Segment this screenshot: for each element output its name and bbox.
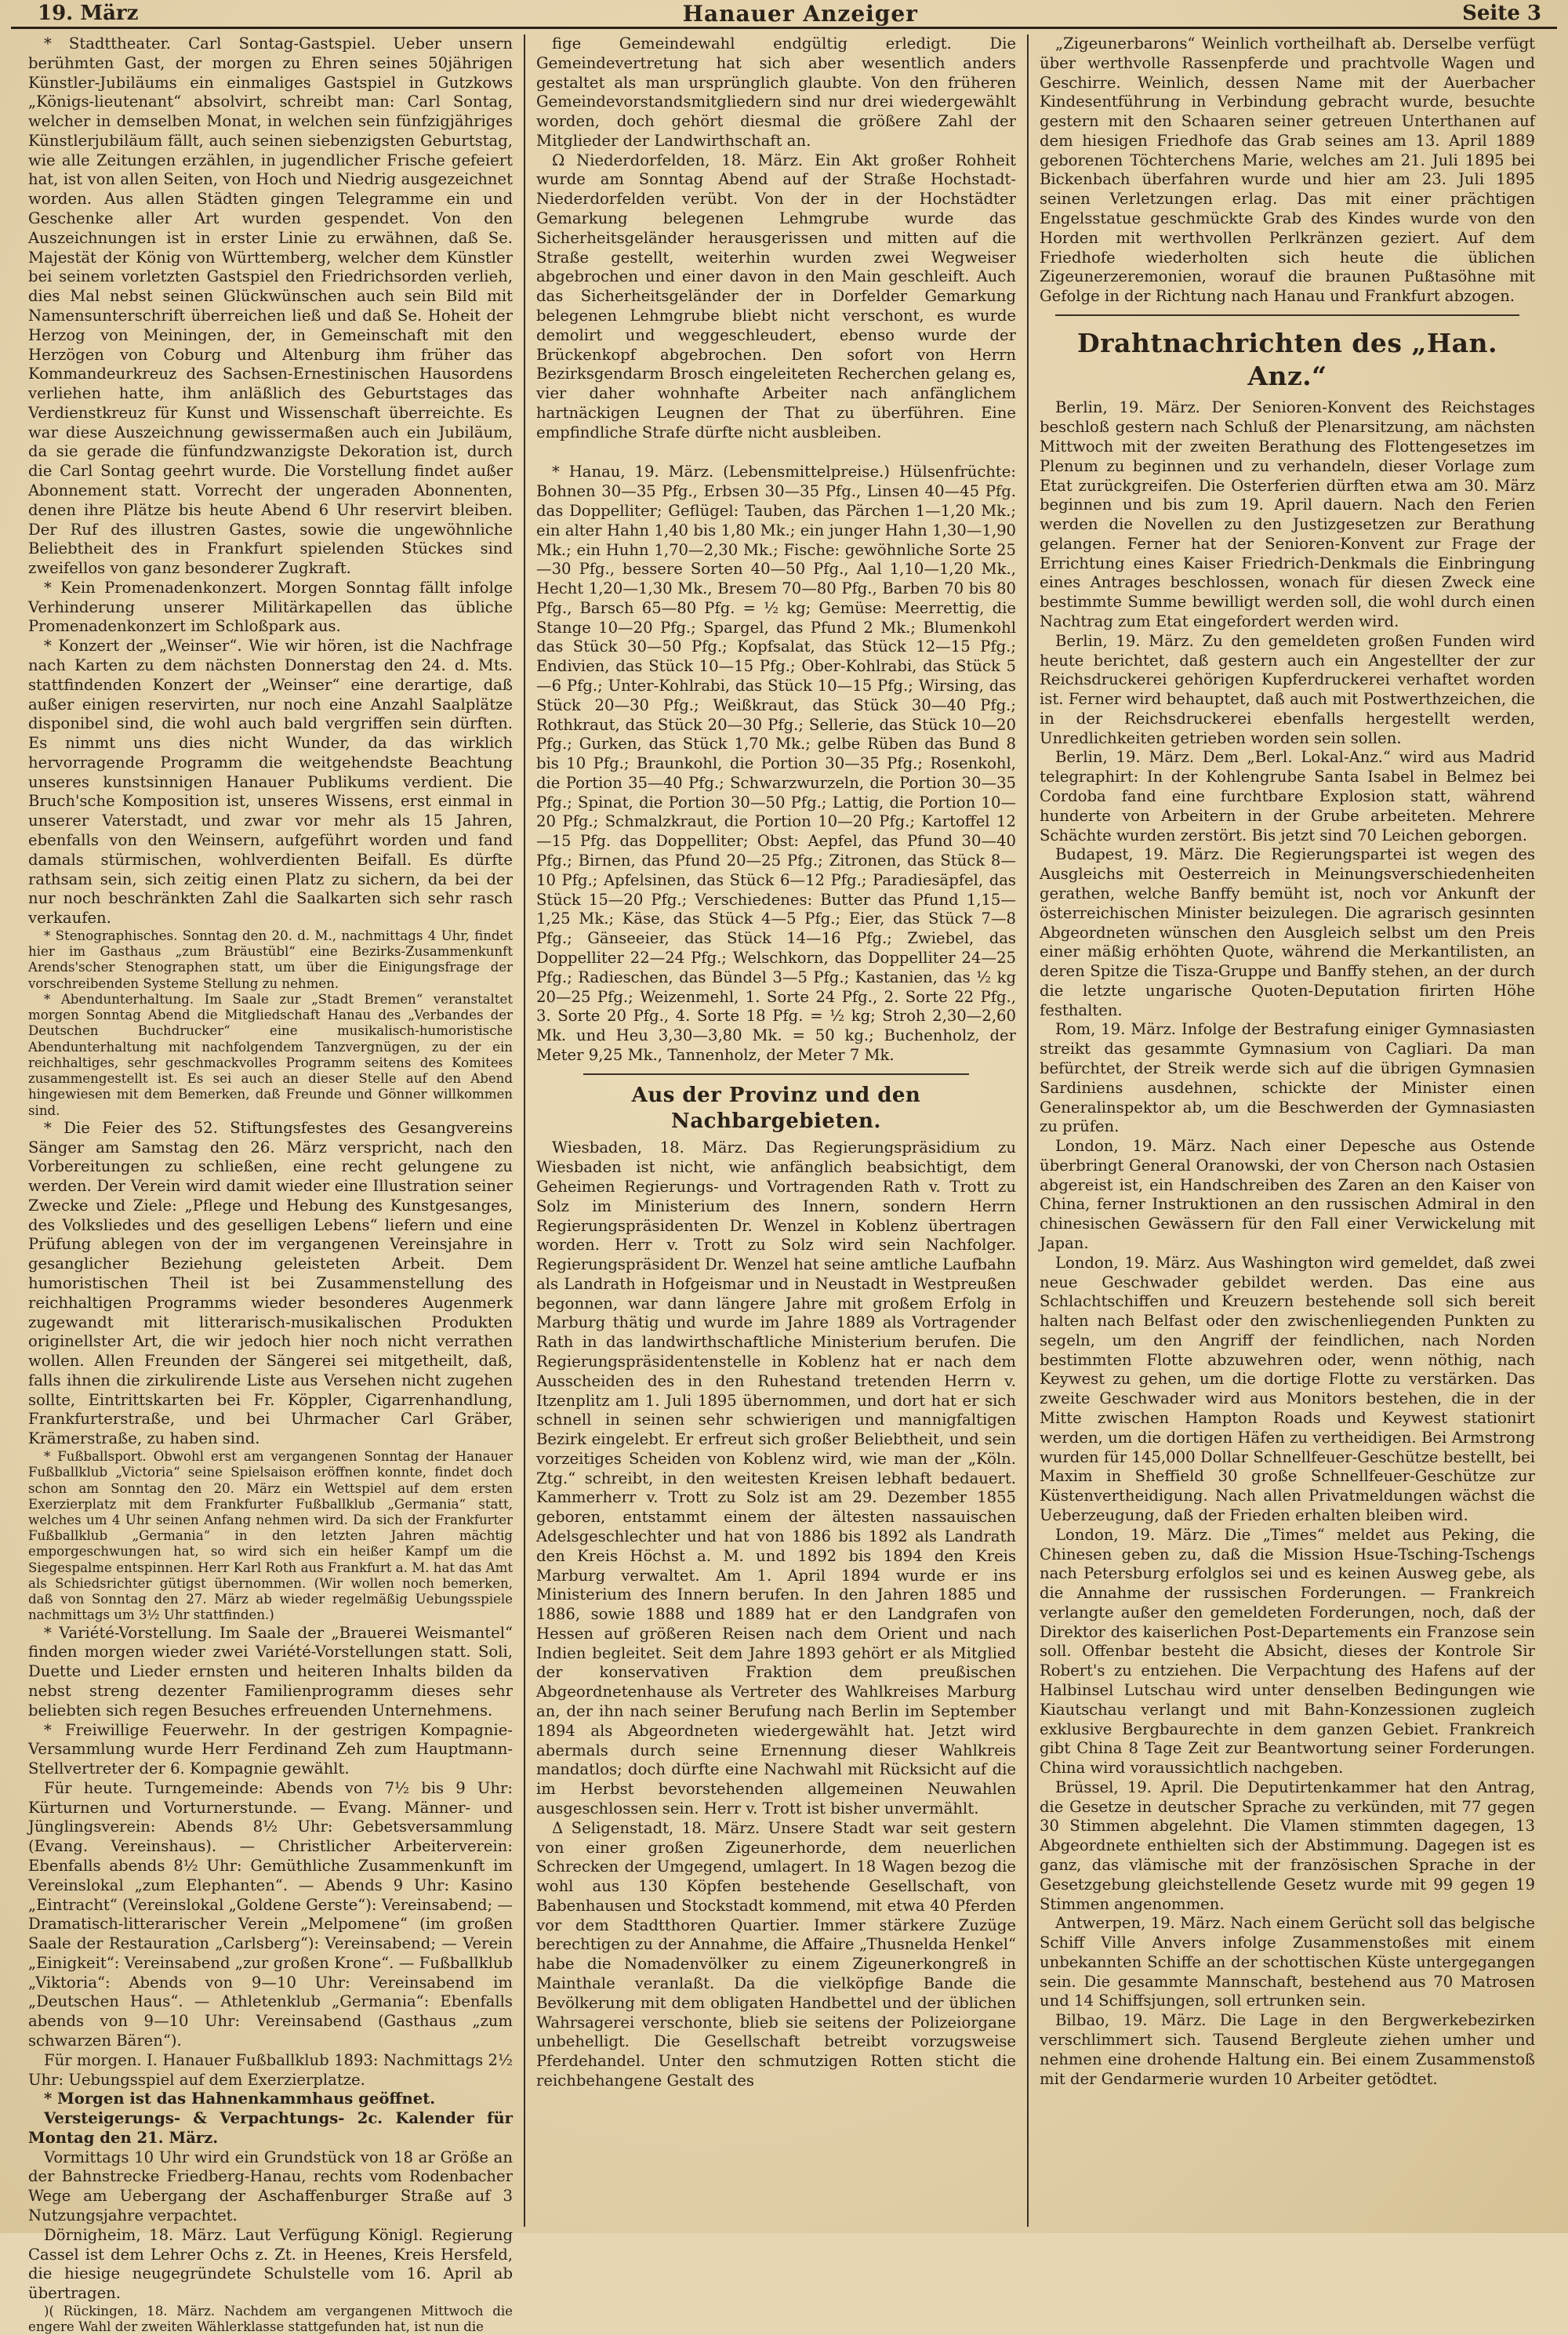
article-konzert-weinser: * Konzert der „Weinser“. Wie wir hören, ist die Nachfrage nach Karten zu dem nächsten Donnerstag den 24. d. Mts. stattfindenden Konzert der „Weinser“ eine derartige, daß außer einigen reservirten, nur noch eine Anzahl Saalplätze disponibel sind, die wohl auch bald vergriffen sein dürften. Es nimmt uns dies nicht Wunder, da das wirklich hervorragende Programm die weitgehendste Beachtung unseres kunstsinnigen Hanauer Publikums verdient. Die Bruch'sche Komposition ist, unseres Wissens, erst einmal in unserer Vaterstadt, und zwar vor mehr als 15 Jahren, ebenfalls von den Weinsern, aufgeführt worden und fand damals stürmischen, wohlverdienten Beifall. Es dürfte rathsam sein, sich zeitig einen Platz zu sichern, da bei der nur noch beschränkten Zahl die Saalkarten sich sehr rasch verkaufen. [28,637,513,928]
article-fuer-heute: Für heute. Turngemeinde: Abends von 7½ bis 9 Uhr: Kürturnen und Vorturnerstunde. — Evang. Männer- und Jünglingsverein: Abends 8½ Uhr: Gebetsversammlung (Evang. Vereinshaus). — Christlicher Arbeiterverein: Ebenfalls abends 8½ Uhr: Gemüthliche Zusammenkunft im Vereinslokal „zum Elephanten“. — Abends 9 Uhr: Kasino „Eintracht“ (Vereinslokal „Goldene Gerste“): Vereinsabend; — Dramatisch-litterarischer Verein „Melpomene“ (im großen Saale der Restauration „Carlsberg“): Vereinsabend; — Verein „Einigkeit“: Vereinsabend „zur großen Krone“. — Fußballklub „Viktoria“: Abends von 9—10 Uhr: Vereinsabend im „Deutschen Haus“. — Athletenklub „Germania“: Ebenfalls abends von 9—10 Uhr: Vereinsabend (Gasthaus „zum schwarzen Bären“). [28,1778,513,2050]
page-number: Seite 3 [1462,2,1541,25]
columns [0,34,1568,2335]
article-lebensmittelpreise: * Hanau, 19. März. (Lebensmittelpreise.) Hülsenfrüchte: Bohnen 30—35 Pfg., Erbsen 30—35 Pfg., Linsen 40—45 Pfg. das Doppelliter; Geflügel: Tauben, das Pärchen 1—1,20 Mk.; ein alter Hahn 1,40 bis 1,80 Mk.; ein junger Hahn 1,30—1,90 Mk.; ein Huhn 1,70—2,30 Mk.; Fische: gewöhnliche Sorte 25—30 Pfg., bessere Sorten 40—50 Pfg., Aal 1,10—1,20 Mk., Hecht 1,20—1,30 Mk., Bresem 70—80 Pfg., Barben 70 bis 80 Pfg., Barsch 65—80 Pfg. = ½ kg; Gemüse: Meerrettig, die Stange 10—20 Pfg.; Spargel, das Pfund 2 Mk.; Blumenkohl das Stück 30—50 Pfg.; Kopfsalat, das Stück 12—15 Pfg.; Endivien, das Stück 10—15 Pfg.; Ober-Kohlrabi, das Stück 5—6 Pfg.; Unter-Kohlrabi, das Stück 10—15 Pfg.; Wirsing, das Stück 20—30 Pfg.; Weißkraut, das Stück 30—40 Pfg.; Rothkraut, das Stück 20—30 Pfg.; Sellerie, das Stück 10—20 Pfg.; Gurken, das Stück 1,70 Mk.; gelbe Rüben das Bund 8 bis 10 Pfg.; Braunkohl, die Portion 30—35 Pfg.; Rosenkohl, die Portion 35—40 Pfg.; Schwarzwurzeln, die Portion 30—35 Pfg.; Spinat, die Portion 30—50 Pfg.; Lattig, die Portion 10—20 Pfg.; Schmalzkraut, die Portion 10—20 Pfg.; Kartoffel 12—15 Pfg. das Doppelliter; Obst: Aepfel, das Pfund 30—40 Pfg.; Birnen, das Pfund 20—25 Pfg.; Zitronen, das Stück 8—10 Pfg.; Apfelsinen, das Stück 6—12 Pfg.; Paradiesäpfel, das Stück 15—20 Pfg.; Verschiedenes: Butter das Pfund 1,15—1,25 Mk.; Käse, das Stück 4—5 Pfg.; Eier, das Stück 7—8 Pfg.; Gänseeier, das Stück 14—16 Pfg.; Zwiebel, das Doppelliter 22—24 Pfg.; Welschkorn, das Doppelliter 24—25 Pfg.; Radieschen, das Bündel 3—5 Pfg.; Kastanien, das ½ kg 20—25 Pfg.; Weizenmehl, 1. Sorte 24 Pfg., 2. Sorte 22 Pfg., 3. Sorte 20 Pfg., 4. Sorte 18 Pfg. = ½ kg; Stroh 2,30—2,60 Mk. und Heu 3,30—3,80 Mk. = 50 kg.; Buchenholz, der Meter 9,25 Mk., Tannenholz, der Meter 7 Mk. [536,463,1016,1064]
column-3 [1027,34,1546,2227]
article-wiesbaden: Wiesbaden, 18. März. Das Regierungspräsidium zu Wiesbaden ist nicht, wie anfänglich beabsichtigt, dem Geheimen Regierungs- und Vortragenden Rath v. Trott zu Solz im Ministerium des Innern, sondern Herrn Regierungspräsidenten Dr. Wenzel in Koblenz übertragen worden. Herr v. Trott zu Solz wird sein Nachfolger. Regierungspräsident Dr. Wenzel hat seine amtliche Laufbahn als Landrath in Hofgeismar und in Neustadt in Westpreußen begonnen, war dann längere Jahre mit großem Erfolg in Marburg thätig und wurde im Jahre 1889 als Vortragender Rath in das landwirthschaftliche Ministerium berufen. Die Regierungspräsidentenstelle in Koblenz hat er nach dem Ausscheiden des in den Ruhestand tretenden Herrn v. Itzenplitz am 1. Juli 1895 übernommen, und dort hat er sich schnell in seinen sehr schwierigen und mannigfaltigen Bezirk eingelebt. Er erfreut sich großer Beliebtheit, und sein vorzeitiges Scheiden von Koblenz wird, wie man der „Köln. Ztg.“ schreibt, in den weitesten Kreisen lebhaft bedauert. Kammerherr v. Trott zu Solz ist am 29. Dezember 1855 geboren, entstammt einem der ältesten nassauischen Adelsgeschlechter und hat von 1886 bis 1892 als Landrath den Kreis Höchst a. M. und 1892 bis 1894 den Kreis Marburg verwaltet. Am 1. April 1894 wurde er ins Ministerium des Innern berufen. In den Jahren 1885 und 1886, sowie 1888 und 1889 hat er den Landgrafen von Hessen auf größeren Reisen nach dem Orient und nach Indien begleitet. Seit dem Jahre 1893 gehört er als Mitglied der konservativen Fraktion dem preußischen Abgeordnetenhause als Vertreter des Wahlkreises Marburg an, der ihn nach seiner Berufung nach Berlin im September 1894 als Abgeordneten wiedergewählt hat. Jetzt wird abermals durch seine Ernennung dieser Wahlkreis mandatlos; doch dürfte eine Nachwahl mit Rücksicht auf die im Herbst bevorstehenden allgemeinen Neuwahlen ausgeschlossen sein. Herr v. Trott ist bisher unvermählt. [536,1138,1016,1818]
column-2 [524,34,1027,2227]
article-hahnenkammhaus: * Morgen ist das Hahnenkammhaus geöffnet. [44,2090,436,2108]
newspaper-name: Hanauer Anzeiger [682,0,918,27]
article-stadttheater: * Stadttheater. Carl Sontag-Gastspiel. Ueber unsern berühmten Gast, der morgen zu Ehren seines 50jährigen Künstler-Jubiläums ein einmaliges Gastspiel in Gutzkows „Königs-lieutenant“ absolvirt, schreibt man: Carl Sontag, welcher in demselben Monat, in welchen sein fünfzigjähriges Künstlerjubiläum fällt, auch seinen siebenzigsten Geburtstag, wie alle Zeitungen erzählen, in jugendlicher Frische gefeiert hat, ist von allen Seiten, von Hoch und Niedrig ausgezeichnet worden. Aus allen Städten gingen Telegramme ein und Geschenke aller Art wurden gespendet. Von den Auszeichnungen ist in erster Linie zu erwähnen, daß Se. Majestät der König von Württemberg, welcher dem Künstler bei seinem vorletzten Gastspiel den Friedrichsorden verlieh, dies Mal nebst seinen Glückwünschen auch sein Bild mit Namensunterschrift überreichen ließ und daß Se. Hoheit der Herzog von Meiningen, der, in Gemeinschaft mit den Herzögen von Coburg und Altenburg ihm früher das Kommandeurkreuz des Sachsen-Ernestinischen Hausordens verliehen hatte, ihm anläßlich des Geburtstages das Verdienstkreuz für Kunst und Wissenschaft überreichte. Es war diese Auszeichnung gewissermaßen auch ein Jubiläum, da sie gerade die fünfundzwanzigste Dekoration ist, durch die Carl Sontag geehrt wurde. Die Vorstellung findet außer Abonnement statt. Vorrecht der ungeraden Abonnenten, denen ihre Plätze bis heute Abend 6 Uhr reservirt bleiben. Der Ruf des illustren Gastes, sowie die ungewöhnliche Beliebtheit des in Frankfurt spielenden Stückes sind zweifellos von ganz besonderer Zugkraft. [28,34,513,578]
article-promenadenkonzert: * Kein Promenadenkonzert. Morgen Sonntag fällt infolge Verhinderung unserer Militärkapellen das übliche Promenadenkonzert im Schloßpark aus. [28,578,513,636]
article-gemeindewahl-cont: fige Gemeindewahl endgültig erledigt. Die Gemeindevertretung hat sich aber wesentlich anders gestaltet als man ursprünglich glaubte. Von den früheren Gemeindevorstandsmitgliedern sind nur drei wiedergewählt worden, doch gehört diesmal die größere Zahl der Mitglieder der Landwirthschaft an. [536,34,1016,150]
article-feuerwehr: * Freiwillige Feuerwehr. In der gestrigen Kompagnie-Versammlung wurde Herr Ferdinand Zeh zum Hauptmann-Stellvertreter der 6. Kompagnie gewählt. [28,1720,513,1778]
article-budapest: Budapest, 19. März. Die Regierungspartei ist wegen des Ausgleichs mit Oesterreich in Meinungsverschiedenheiten gerathen, welche Banffy bemüht ist, noch vor Ankunft der österreichischen Minister beizulegen. Die agrarisch gesinnten Abgeordneten wünschen den Ausgleich selbst um den Preis einer mäßig erhöhten Quote, während die Merkantilisten, an deren Spitze die Tisza-Gruppe und Banffy stehen, an der durch die letzte ungarische Quoten-Deputation firirten Höhe festhalten. [1040,845,1535,1019]
article-fussballsport: * Fußballsport. Obwohl erst am vergangenen Sonntag der Hanauer Fußballklub „Victoria“ seine Spielsaison eröffnen konnte, findet doch schon am Sonntag den 20. März ein Wettspiel auf dem ersten Exerzierplatz mit dem Frankfurter Fußballklub „Germania“ statt, welches um 4 Uhr seinen Anfang nehmen wird. Da sich der Frankfurter Fußballklub „Germania“ in den letzten Jahren mächtig emporgeschwungen hat, so wird sich ein heißer Kampf um die Siegespalme entspinnen. Herr Karl Roth aus Frankfurt a. M. hat das Amt als Schiedsrichter gütigst übernommen. (Wir wollen noch bemerken, daß von Sonntag den 27. März ab wieder regelmäßig Uebungsspiele nachmittags um 3½ Uhr stattfinden.) [28,1449,513,1623]
article-kalender: Vormittags 10 Uhr wird ein Grundstück von 18 ar Größe an der Bahnstrecke Friedberg-Hanau, rechts vom Rodenbacher Wege am Uebergang der Aschaffenburger Straße auf 3 Nutzungsjahre verpachtet. [28,2148,513,2225]
section-heading-drahtnachrichten: Drahtnachrichten des „Han. Anz.“ [1077,327,1497,391]
section-heading-provinz: Aus der Provinz und den Nachbargebieten. [631,1083,921,1133]
article-berlin-3: Berlin, 19. März. Dem „Berl. Lokal-Anz.“ wird aus Madrid telegraphirt: In der Kohlengrube Santa Isabel in Belmez bei Cordoba fand eine furchtbare Explosion statt, während hunderte von Arbeitern in der Grube arbeiteten. Mehrere Schächte wurden zerstört. Bis jetzt sind 70 Leichen geborgen. [1040,748,1535,844]
divider-rule [583,1073,969,1075]
article-antwerpen: Antwerpen, 19. März. Nach einem Gerücht soll das belgische Schiff Ville Anvers infolge Zusammenstoßes mit einem unbekannten Schiffe an der schottischen Küste untergegangen sein. Die gesammte Mannschaft, bestehend aus 70 Matrosen und 14 Schiffsjungen, soll ertrunken sein. [1040,1914,1535,2010]
article-stenographisches: * Stenographisches. Sonntag den 20. d. M., nachmittags 4 Uhr, findet hier im Gasthaus „zum Bräustübl“ eine Bezirks-Zusammenkunft Arends'scher Stenographen statt, um über die Einigungsfrage der vorschreibenden Systeme Stellung zu nehmen. [28,928,513,991]
article-bruessel: Brüssel, 19. April. Die Deputirtenkammer hat den Antrag, die Gesetze in deutscher Sprache zu verkünden, mit 77 gegen 30 Stimmen abgelehnt. Die Vlamen stimmten dagegen, 13 Abgeordnete enthielten sich der Abstimmung. Dagegen ist es ganz, das vlämische mit der französischen Sprache in der Gesetzgebung gleichstellende Gesetz wurde mit 99 gegen 19 Stimmen angenommen. [1040,1778,1535,1913]
article-doernigheim: Dörnigheim, 18. März. Laut Verfügung Königl. Regierung Cassel ist dem Lehrer Ochs z. Zt. in Heenes, Kreis Hersfeld, die hiesige neugegründete Schulstelle vom 16. April ab übertragen. [28,2225,513,2303]
article-niederdorfelden: Ω Niederdorfelden, 18. März. Ein Akt großer Rohheit wurde am Sonntag Abend auf der Straße Hochstadt-Niederdorfelden verübt. Von der in der Hochstädter Gemarkung belegenen Lehmgrube wurde das Sicherheitsgeländer herausgerissen und mitten auf die Straße gestellt, weiterhin wurden zwei Wegweiser abgebrochen und einer davon in den Main geschleift. Auch das Sicherheitsgeländer der in Dorfelder Gemarkung belegenen Lehmgrube bliebt nicht verschont, es wurde demolirt und weggeschleudert, ebenso wurde der Brückenkopf abgebrochen. Den sofort von Herrn Bezirksgendarm Brosch eingeleiteten Recherchen gelang es, vier daher wohnhafte Arbeiter nach anfänglichem hartnäckigen Leugnen der That zu überführen. Eine empfindliche Strafe dürfte nicht ausbleiben. [536,151,1016,441]
article-berlin-1: Berlin, 19. März. Der Senioren-Konvent des Reichstages beschloß gestern nach Schluß der Plenarsitzung, am nächsten Mittwoch mit der zweiten Berathung des Flottengesetzes im Plenum zu beginnen und zu verhandeln, dieser Vorlage zum Etat zurückgreifen. Die Osterferien dürften etwa am 30. März beginnen und bis zum 19. April dauern. Nach den Ferien werden die Novellen zu den Justizgesetzen zur Berathung gelangen. Ferner hat der Senioren-Konvent zur Frage der Errichtung eines Kaiser Friedrich-Denkmals die Einbringung eines Antrages beschlossen, wonach für diesen Zweck eine bestimmte Summe bewilligt werden soll, die wohl durch einen Nachtrag zum Etat eingefordert werden wird. [1040,398,1535,630]
article-london-1: London, 19. März. Nach einer Depesche aus Ostende überbringt General Oranowski, der von Cherson nach Ostasien abgereist ist, ein Handschreiben des Zaren an den Kaiser von China, ferner Instruktionen an den russischen Admiral in den chinesischen Gewässern für den Fall einer Verwickelung mit Japan. [1040,1137,1535,1252]
column-1 [0,34,524,2335]
article-rueckingen: )( Rückingen, 18. März. Nachdem am vergangenen Mittwoch die engere Wahl der zweiten Wählerklasse stattgefunden hat, ist nun die [28,2303,513,2335]
article-london-3: London, 19. März. Die „Times“ meldet aus Peking, die Chinesen geben zu, daß die Mission Hsue-Tsching-Tschengs nach Petersburg erfolglos sei und es keinen Ausweg gebe, als die Annahme der russischen Forderungen. — Frankreich verlangte außer den gemeldeten Forderungen, noch, daß der Direktor des kaiserlichen Post-Departements ein Franzose sein soll. Offenbar besteht die Absicht, dieses der Kontrole Sir Robert's zu entziehen. Die Verpachtung des Hafens auf der Halbinsel Lutschau wird unter denselben Bedingungen wie Kiautschau verlangt und mit Bahn-Konzessionen zugleich exklusive Bergbaurechte in dem ganzen Gebiet. Frankreich gibt China 8 Tage Zeit zur Beantwortung seiner Forderungen. China wird voraussichtlich nachgeben. [1040,1525,1535,1778]
article-seligenstadt: Δ Seligenstadt, 18. März. Unsere Stadt war seit gestern von einer großen Zigeunerhorde, dem neuerlichen Schrecken der Umgegend, umlagert. In 18 Wagen bezog die wohl aus 130 Köpfen bestehende Gesellschaft, von Babenhausen und Stockstadt kommend, mit etwa 40 Pferden vor dem Stadtthoren Quartier. Immer stärkere Zuzüge berechtigen zu der Annahme, die Affaire „Thusnelda Henkel“ habe die Nomadenvölker zu einem Zigeunerkongreß in Mainthale veranlaßt. Da die vielköpfige Bande die Bevölkerung mit dem obligaten Handbettel und der üblichen Wahrsagerei verschonte, blieb sie seitens der Polizeiorgane unbehelligt. Die Gesellschaft betreibt vorzugsweise Pferdehandel. Unter den schmutzigen Rotten sticht die reichbehangene Gestalt des [536,1818,1016,2090]
article-rom: Rom, 19. März. Infolge der Bestrafung einiger Gymnasiasten streikt das gesammte Gymnasium von Cagliari. Da man befürchtet, der Streik werde sich auf die übrigen Gymnasien Sardiniens ausdehnen, schickte der Minister einen Generalinspektor ab, um die Beschwerden der Gymnasiasten zu prüfen. [1040,1020,1535,1136]
article-stiftungsfest: * Die Feier des 52. Stiftungsfestes des Gesangvereins Sänger am Samstag den 26. März verspricht, nach den Vorbereitungen zu schließen, eine recht gelungene zu werden. Der Verein wird damit wieder eine Illustration seiner Zwecke und Ziele: „Pflege und Hebung des Kunstgesanges, des Volksliedes und des geselligen Lebens“ liefern und eine Prüfung ablegen von der im vergangenen Vereinsjahre in gesanglicher Beziehung geleisteten Arbeit. Dem humoristischen Theil ist bei Zusammenstellung des reichhaltigen Programms wieder besonderes Augenmerk zugewandt mit litterarisch-musikalischen Produkten originellster Art, die wir jedoch hier noch nicht verrathen wollen. Allen Freunden der Sängerei sei mitgetheilt, daß, falls ihnen die zirkulirende Liste aus Versehen nicht zugehen sollte, Eintrittskarten bei Fr. Köppler, Cigarrenhandlung, Frankfurterstraße, und bei Uhrmacher Carl Gräber, Krämerstraße, zu haben sind. [28,1118,513,1448]
article-bilbao: Bilbao, 19. März. Die Lage in den Bergwerkebezirken verschlimmert sich. Tausend Bergleute ziehen umher und nehmen eine drohende Haltung ein. Bei einem Zusammenstoß mit der Gendarmerie wurden 10 Arbeiter getödtet. [1040,2011,1535,2088]
masthead [11,0,1557,29]
article-variete: * Variété-Vorstellung. Im Saale der „Brauerei Weismantel“ finden morgen wieder zwei Variété-Vorstellungen statt. Soli, Duette und Lieder ernsten und heiteren Inhalts bilden da nebst streng dezenter Familienprogramm dieses sehr beliebten sich regen Besuches erfreuenden Unternehmens. [28,1623,513,1719]
spacer [536,442,1016,463]
article-fuer-morgen: Für morgen. I. Hanauer Fußballklub 1893: Nachmittags 2½ Uhr: Uebungsspiel auf dem Exerzierplatze. [28,2050,513,2089]
issue-date: 19. März [38,2,139,25]
article-berlin-2: Berlin, 19. März. Zu den gemeldeten großen Funden wird heute berichtet, daß gestern auch ein Angestellter der zur Reichsdruckerei gehörigen Kupferdruckerei verhaftet worden ist. Ferner wird behauptet, daß auch mit Postwerthzeichen, die in der Reichsdruckerei ebenfalls hergestellt werden, Unredlichkeiten getrieben worden sein sollen. [1040,631,1535,747]
article-abendunterhaltung: * Abendunterhaltung. Im Saale zur „Stadt Bremen“ veranstaltet morgen Sonntag Abend die Mitgliedschaft Hanau des „Verbandes der Deutschen Buchdrucker“ eine musikalisch-humoristische Abendunterhaltung mit nachfolgendem Tanzvergnügen, zu der ein reichhaltiges, sehr geschmackvolles Programm seitens des Komitees zusammengestellt ist. Es sei auch an dieser Stelle auf den Abend hingewiesen mit dem Bemerken, daß Freunde und Gönner willkommen sind. [28,991,513,1118]
article-london-2: London, 19. März. Aus Washington wird gemeldet, daß zwei neue Geschwader gebildet werden. Das eine aus Schlachtschiffen und Kreuzern bestehende soll sich bereit halten nach Belfast oder den zwischenliegenden Punkten zu segeln, um den Angriff der feindlichen, nach Norden bestimmten Flotte abzuwehren oder, wenn nöthig, nach Keywest zu gehen, um die dortige Flotte zu verstärken. Das zweite Geschwader wird aus Monitors bestehen, die in der Mitte zwischen Hampton Roads und Keywest stationirt werden, um die dortigen Häfen zu vertheidigen. Bei Armstrong wurden für 145,000 Dollar Schnellfeuer-Geschütze bestellt, bei Maxim in Sheffield 30 große Schnellfeuer-Geschütze zur Küstenvertheidigung. Nach allen Privatmeldungen wächst die Ueberzeugung, daß der Frieden erhalten bleiben wird. [1040,1253,1535,1524]
article-kalender-heading: Versteigerungs- & Verpachtungs- 2c. Kalender für Montag den 21. März. [28,2109,513,2147]
divider-rule [1055,314,1519,316]
article-zigeunerbaron-cont: „Zigeunerbarons“ Weinlich vortheilhaft ab. Derselbe verfügt über werthvolle Rassenpferde und prachtvolle Wagen und Geschirre. Weinlich, dessen Name mit der Auerbacher Kindesentführung in Verbindung gebracht wurde, besuchte gestern mit den Schaaren seiner getreuen Unterthanen auf dem hiesigen Friedhofe das Grab seines am 13. April 1889 geborenen Töchterchens Marie, welches am 21. Juli 1895 bei Bickenbach überfahren wurde und hier am 23. Juli 1895 seinen Verletzungen erlag. Das mit einer prächtigen Engelsstatue geschmückte Grab des Kindes wurde von den Horden mit werthvollen Perlkränzen geziert. Auf dem Friedhofe wiederholten sich heute die üblichen Zigeunerzeremonien, worauf die braunen Pußtasöhne mit Gefolge in der Richtung nach Hanau und Frankfurt abzogen. [1040,34,1535,306]
